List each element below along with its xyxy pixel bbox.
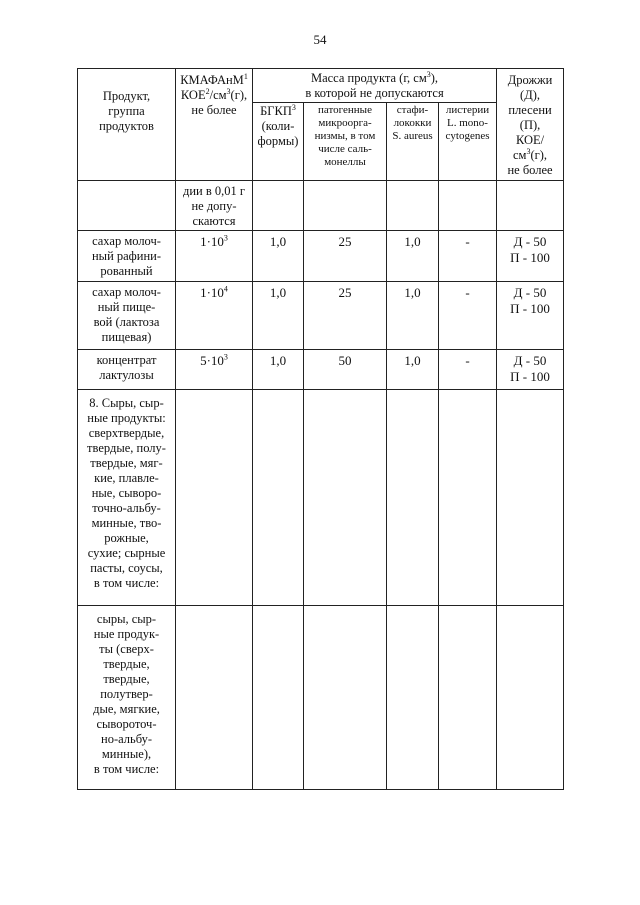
staph-value: 1,0: [387, 282, 439, 350]
cell-empty: [304, 606, 387, 790]
header-row-1: [78, 69, 564, 103]
header-yeast-mold: Дрожжи (Д), плесени (П), КОЕ/$см^3(г)$, не более: [497, 69, 564, 181]
kmafanm-value: $1\cdot 10^3$: [176, 231, 253, 282]
table-row: [78, 350, 564, 390]
header-staphylococci: стафи- лококки S. aureus: [387, 103, 439, 181]
product-cell: концентрат лактулозы: [78, 350, 176, 390]
cell-empty: [176, 606, 253, 790]
listeria-value: -: [439, 282, 497, 350]
yeast-mold-value: Д - 50 П - 100: [497, 282, 564, 350]
listeria-value: -: [439, 350, 497, 390]
yeast-mold-value: Д - 50 П - 100: [497, 231, 564, 282]
cell-empty: [253, 606, 304, 790]
cell-empty: [439, 390, 497, 606]
header-listeria: листерии L. mono- cytogenes: [439, 103, 497, 181]
header-product-group: Продукт, группа продуктов: [78, 69, 176, 181]
kmafanm-continuation-note: дии в 0,01 г не допу- скаются: [176, 181, 253, 231]
continuation-row: [78, 181, 564, 231]
cell-empty: [497, 606, 564, 790]
bgkp-value: 1,0: [253, 231, 304, 282]
page-number: 54: [313, 32, 327, 47]
cell-empty: [78, 181, 176, 231]
cell-empty: [387, 606, 439, 790]
cell-empty: [304, 390, 387, 606]
listeria-value: -: [439, 231, 497, 282]
header-pathogenic: патогенные микроорга- низмы, в том числе саль- монеллы: [304, 103, 387, 181]
table-row: [78, 282, 564, 350]
section-8-row: [78, 390, 564, 606]
header-bgkp: БГКП$^3$ (коли- формы): [253, 103, 304, 181]
kmafanm-value: $5\cdot 10^3$: [176, 350, 253, 390]
table-row: [78, 231, 564, 282]
cell-empty: [304, 181, 387, 231]
bgkp-value: 1,0: [253, 282, 304, 350]
pathogenic-value: 50: [304, 350, 387, 390]
product-cell-section-8: 8. Сыры, сыр- ные продукты: сверхтвердые, твердые, полу- твердые, мяг- кие, плавле- ные, сыворо- точно-альбу- минные, тво- рожные, сухие; сырные пасты, соусы, в том числе:: [78, 390, 176, 606]
product-cell-cheese: сыры, сыр- ные продук- ты (сверх- твердые, твердые, полутвер- дые, мягкие, сывороточ- но-альбу- минные), в том числе:: [78, 606, 176, 790]
bgkp-value: 1,0: [253, 350, 304, 390]
product-cell: сахар молоч- ный рафини- рованный: [78, 231, 176, 282]
pathogenic-value: 25: [304, 282, 387, 350]
microbiological-standards-table: [77, 68, 564, 790]
yeast-mold-value: Д - 50 П - 100: [497, 350, 564, 390]
header-kmafanm: КМАФАнМ$^1$ $КОЕ^2/см^3(г)$, не более: [176, 69, 253, 181]
product-cell: сахар молоч- ный пище- вой (лактоза пищевая): [78, 282, 176, 350]
cell-empty: [439, 606, 497, 790]
cell-empty: [387, 181, 439, 231]
subsection-cheese-row: [78, 606, 564, 790]
cell-empty: [439, 181, 497, 231]
cell-empty: [253, 390, 304, 606]
cell-empty: [497, 181, 564, 231]
kmafanm-value: $1\cdot 10^4$: [176, 282, 253, 350]
cell-empty: [253, 181, 304, 231]
cell-empty: [497, 390, 564, 606]
header-mass-group: Масса продукта (г, $см^3$), в которой не допускаются: [253, 69, 497, 103]
staph-value: 1,0: [387, 231, 439, 282]
pathogenic-value: 25: [304, 231, 387, 282]
cell-empty: [176, 390, 253, 606]
staph-value: 1,0: [387, 350, 439, 390]
cell-empty: [387, 390, 439, 606]
